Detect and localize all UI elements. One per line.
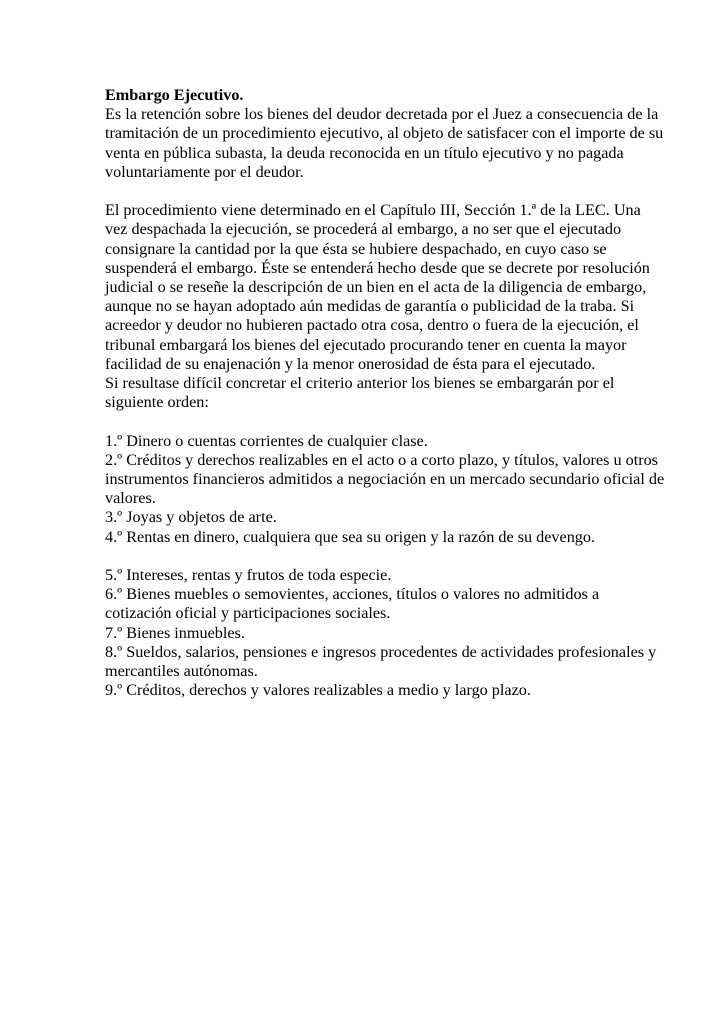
document-title: Embargo Ejecutivo.: [105, 86, 244, 104]
list-item: 4.º Rentas en dinero, cualquiera que sea su origen y la razón de su devengo.: [105, 527, 596, 546]
paragraph-gap: [105, 182, 665, 201]
order-list-first: [105, 432, 665, 547]
list-item: 5.º Intereses, rentas y frutos de toda especie.: [105, 566, 392, 585]
list-item: 2.º Créditos y derechos realizables en el acto o a corto plazo, y títulos, valores u otros instrumentos financieros admitidos a negociación en un mercado secundario oficial de valores.: [105, 450, 665, 508]
list-item: 8.º Sueldos, salarios, pensiones e ingresos procedentes de actividades profesionales y mercantiles autónomas.: [105, 642, 657, 681]
procedure-paragraph: El procedimiento viene determinado en el Capítulo III, Sección 1.ª de la LEC. Una vez despachada la ejecución, se procederá al embargo, a no ser que el ejecutado consignare la cantidad por la que ésta se hubiere despachado, en cuyo caso se suspenderá el embargo. Éste se entenderá hecho desde que se decrete por resolución judicial o se reseñe la descripción de un bien en el acta de la diligencia de embargo, aunque no se hayan adoptado aún medidas de garantía o publicidad de la traba. Si acreedor y deudor no hubieren pactado otra cosa, dentro o fuera de la ejecución, el tribunal embargará los bienes del ejecutado procurando tener en cuenta la mayor facilidad de su enajenación y la menor onerosidad de ésta para el ejecutado.: [105, 201, 650, 373]
list-item: 6.º Bienes muebles o semovientes, acciones, títulos o valores no admitidos a cotización oficial y participaciones sociales.: [105, 585, 600, 623]
order-list-second: [105, 566, 665, 700]
paragraph-gap: [105, 547, 665, 566]
definition-paragraph: Es la retención sobre los bienes del deudor decretada por el Juez a consecuencia de la tramitación de un procedimiento ejecutivo, al objeto de satisfacer con el importe de su venta en pública subasta, la deuda reconocida en un título ejecutivo y no pagada voluntariamente por el deudor.: [105, 105, 664, 181]
list-item: 9.º Créditos, derechos y valores realizables a medio y largo plazo.: [105, 681, 531, 700]
list-item: 3.º Joyas y objetos de arte.: [105, 508, 277, 527]
list-item: 1.º Dinero o cuentas corrientes de cualquier clase.: [105, 431, 428, 450]
order-intro-paragraph: Si resultase difícil concretar el criterio anterior los bienes se embargarán por el siguiente orden:: [105, 374, 615, 412]
paragraph-gap: [105, 412, 665, 431]
document-body: [105, 86, 665, 700]
list-item: 7.º Bienes inmuebles.: [105, 623, 245, 642]
